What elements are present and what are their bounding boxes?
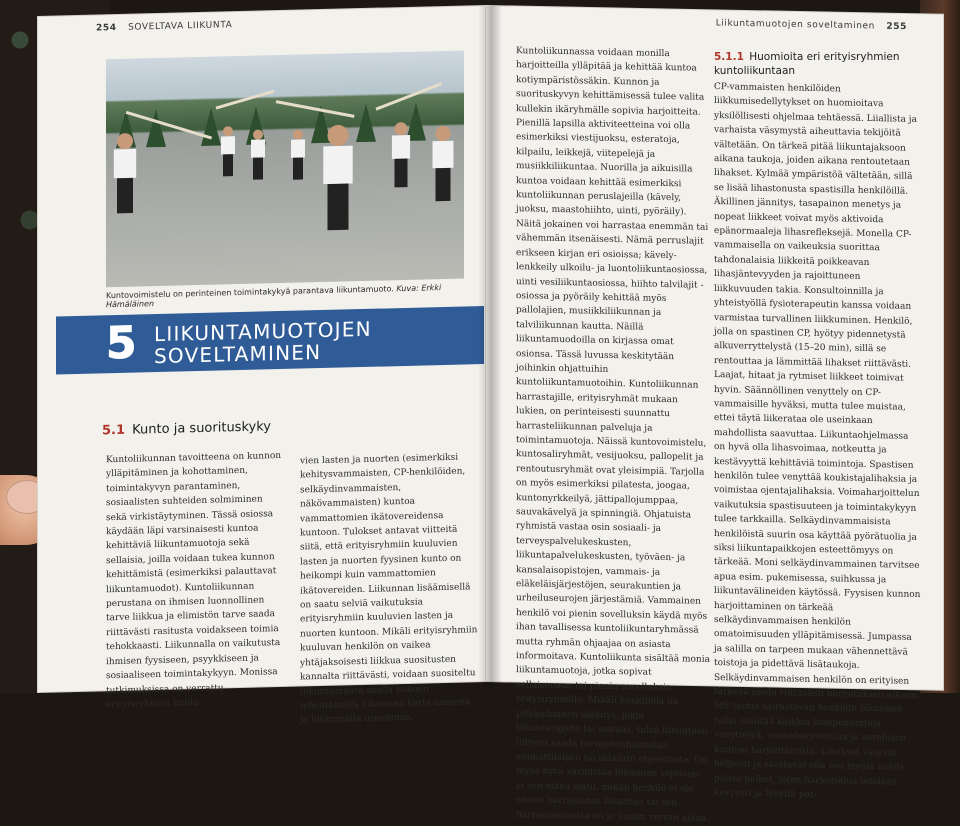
exercising-person: [392, 122, 410, 190]
left-page: [38, 6, 486, 726]
left-running-title: SOVELTAVA LIIKUNTA: [128, 20, 233, 33]
body-text: Kuntoliikunnan tavoitteena on kunnon ylläpitäminen ja kohottaminen, toimintakyvyn parantaminen, sosiaalisten suhteiden solmiminen sekä virkistäytyminen. Tässä osiossa käydään läpi varsinaisesti kuntoa kehittäviä liikuntamuotoja sekä sellaisia, joilla voidaan tukea kunnon kehittämistä (esimerkiksi palauttavat liikuntamuodot). Kuntoliikunnan perustana on ihmisen luonnollinen tarve liikkua ja elimistön tarve saada riittävästi rasitusta voidakseen toimia tehokkaasti. Liikunnalla on vaikutusta ihmisen fyysiseen, psyykkiseen ja sosiaaliseen toimintakykyyn. Monissa tutkimuksissa on verrattu erityisryhmiin kuulu-: [106, 451, 282, 711]
body-text: vien lasten ja nuorten (esimerkiksi kehitysvammaisten, CP-henkilöiden, selkäydinvammaisten, näkövammaisten) kuntoa vammattomien ikätovereidensa kuntoon. Tulokset antavat viitteitä siitä, että erityisryhmiin kuuluvien lasten ja nuorten fyysinen kunto on heikompi kuin vammattomien ikätovereiden. Liikunnan lisäämisellä on saatu selviä vaikutuksia erityisryhmiin kuuluvien lasten ja nuorten kuntoon. Mikäli erityisryhmiin kuuluvan henkilön on vaikea yhtäjaksoisesti liikkua suositusten kannalta riittävästi, voidaan suositeltu liikuntamäärä saada kokoon lyhentämällä liikunnan kerta-annosta ja liikkumalla useammin.: [300, 452, 478, 726]
right-column-2: [714, 80, 922, 804]
exercising-person: [221, 126, 235, 178]
right-running-title: Liikuntamuotojen soveltaminen: [715, 18, 875, 32]
exercising-person: [433, 126, 454, 205]
subsection-title: Huomioita eri erityisryhmien kuntoliikuntaan: [714, 51, 900, 77]
section-heading: [102, 419, 271, 438]
left-column-1: [106, 449, 286, 713]
chapter-title-line2: SOVELTAMINEN: [154, 340, 322, 369]
chapter-title: [154, 318, 372, 367]
section-title: Kunto ja suorituskyky: [132, 419, 271, 438]
tree-shape: [356, 104, 376, 142]
chapter-title-line1: LIIKUNTAMUOTOJEN: [154, 316, 372, 347]
left-column-2: [300, 450, 480, 728]
tree-shape: [201, 107, 221, 145]
exercise-photo: [106, 51, 464, 288]
exercising-person: [291, 129, 305, 181]
right-running-head: [716, 18, 907, 32]
section-number: 5.1: [102, 422, 126, 439]
right-column-1: [516, 44, 710, 826]
open-book: [38, 6, 943, 824]
exercising-person: [251, 129, 265, 181]
caption-text: Kuntovoimistelu on perinteinen toimintakykyä parantava liikuntamuoto.: [106, 284, 394, 301]
caption-credit: Kuva: Erkki Hämäläinen: [106, 283, 442, 310]
chapter-banner: [56, 306, 484, 374]
chapter-number: 5: [106, 317, 137, 370]
exercising-person: [323, 125, 352, 235]
photo-caption: [106, 282, 466, 309]
tree-shape: [146, 109, 166, 147]
left-running-head: [96, 20, 232, 33]
body-text: Kuntoliikunnassa voidaan monilla harjoitteilla ylläpitää ja kehittää kuntoa kotiympäristössäkin. Kunnon ja suorituskyvyn kehittämisessä tulee valita kullekin ikäryhmälle sopivia harjoitteita. Pienillä lapsilla aktiviteetteina voi olla esimerkiksi viestijuoksu, esteratoja, kilpailu, leikkejä, viitepelejä ja musiikkiliikuntaa. Nuorilla ja aikuisilla kuntoa voidaan kehittää esimerkiksi kuntoliikunnan peruslajeilla (kävely, juoksu, maastohiihto, uinti, pyöräily). Näitä jokainen voi harrastaa enemmän tai vähemmän itsenäisesti. Nämä perruslajit erikseen kirjan eri osioissa; kävely-lenkkeily ulkoilu- ja luontoliikuntaosiossa, uinti vesiliikuntaosiossa, hiihto talvilajit -osiossa ja pyöräily kehittää myös pallolajien, musiikkiliikunnan ja talviliikunnan kautta. Näillä liikuntamuodoilla on kirjassa omat osionsa. Tässä luvussa keskitytään joihinkin ohjattuihin kuntoliikuntamuotoihin. Kuntoliikunnan harrastajille, erityisryhmät mukaan lukien, on perinteisesti suunnattu harrasteliikunnan palveluja ja toimintamuotoja. Näissä kuntovoimistelu, kuntosaliryhmät, vesijuoksu, pallopelit ja rentoutusryhmät ovat yleisimpiä. Tarjolla on myös esimerkiksi pilatesta, joogaa, kuntonyrkkeilyä, jättipallojumppaa, sauvakävelyä ja spinningiä. Ohjatuista ryhmistä vastaa osin sosiaali- ja terveyspalvelukeskusten, liikuntapalvelukeskusten, työväen- ja kansalaisopistojen, vammais- ja eläkeläisjärjestöjen, seurakuntien ja urheiluseurojen järjestämiä. Vammainen henkilö voi pienin sovelluksin käydä myös ihan tavallisessa kuntoliikuntaryhmässä mutta ryhmän ohjaajaa on asiasta informoitava. Kuntoliikunta sisältää monia liikuntamuotoja, jotka sopivat sellaisenaan tai pienin sovelluksin erityisryhmille. Mikäli henkilöllä on pitkäaikainen lääkitys, jokin liikuntarajoite tai sairaus, tulisi liikuntaan liittyen saada terveydenhoitoalan ammattilaisen tai lääkärin ohjeistusta. On myös hyvä varmistaa liikunnan sopivuus ja sen oikea laatu, mikäli henkilö ei ole ennen harrastanut liikuntaa tai sen harrastamisesta on jo jonkin verran aikaa.: [516, 46, 710, 824]
gym-stick: [126, 111, 213, 140]
body-text: CP-vammaisten henkilöiden liikkumisedellytykset on huomioitava yksilöllisesti ohjelmaa tehtäessä. Liiallista ja varhaista väsymystä aiheuttavia tekijöitä vältetään. On tärkeä pitää liikuntajaksoon aikana taukoja, joiden aikana rentoutetaan lihakset. Kylmää ympäristöä vältetään, sillä se lisää lihastonusta spastisilla henkilöillä. Äkillinen jännitys, tasapainon menetys ja nopeat liikkeet voivat myös aktivoida epänormaaleja lihasrefleksejä. Monella CP-vammaisella on vaikeuksia suorittaa tahdonalaisia liikkeitä poikkeavan lihasjäntevyyden ja rajoittuneen liikkuvuuden takia. Konsultoinnilla ja yhteistyöllä fysioterapeutin kanssa voidaan varmistaa turvallinen liikkuminen. Henkilö, jolla on spastinen CP, hyötyy pidennetystä alkuverryttelystä (15–20 min), sillä se rentouttaa ja lämmittää lihakset riittävästi. Laajat, hitaat ja rytmiset liikkeet toimivat hyvin. Säännöllinen venyttely on CP-vammaisille hyväksi, mutta tulee muistaa, ettei täytä liikerataa ole useinkaan mahdollista saavuttaa. Liikuntaohjelmassa on hyvä olla lihasvoimaa, notkeutta ja kestävyyttä kehittäviä toimintoja. Spastisen henkilön tulee venyttää koukistajalihaksia ja voimistaa ojentajalihaksia. Voimaharjoittelun vaikutuksia spastisuuteen ja toimintakykyyn tulee tarkkailla. Selkäydinvammaisista henkilöistä suurin osa käyttää pyörätuolia ja siksi liikuntapaikkojen esteettömyys on tärkeää. Moni selkäydinvammainen tarvitsee apua esim. pukemisessa, suihkussa ja liikuntavälineiden käytössä. Fyysisen kunnon harjoittaminen on tärkeää selkäydinvammaisen henkilön omatoimisuuden ylläpitämisessä. Jumpassa ja salilla on tarpeen mukaan vähennettävä toistoja ja pidettävä lisätaukoja. Selkäydinvammaisen henkilön on erityisen tärkeää juoda riittävästi harjoituksen aikana. MS-tautia sairastavan henkilön liikunnan tulisi sisältää kaikkia komponentteja: venyttelyä, voimaharjoittelua ja aerobisen kunnon harjoittamista. Lihakset väsyvät helposti ja saattavat olla sen myötä useita päiviä heikot, joten harjoittelua tehdään kevyesti ja lyhyitä pät-: [714, 82, 921, 800]
subsection-heading: [714, 50, 924, 78]
right-page-number: 255: [886, 21, 907, 33]
left-page-number: 254: [96, 23, 117, 34]
subsection-number: 5.1.1: [714, 51, 744, 63]
exercising-person: [114, 133, 136, 217]
